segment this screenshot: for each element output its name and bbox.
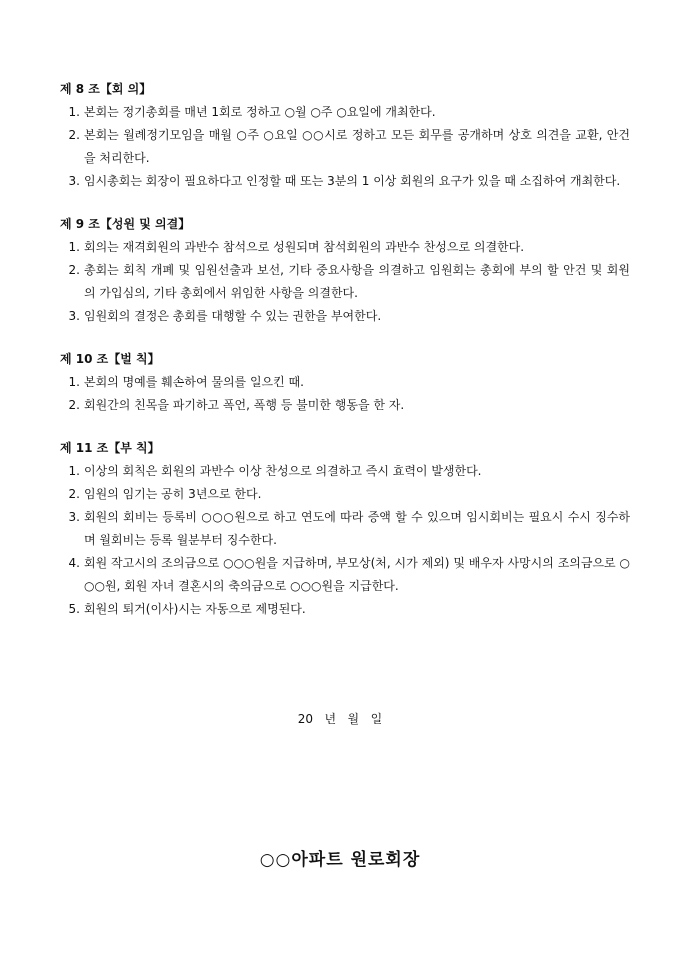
clause-number: 1. bbox=[68, 464, 80, 478]
article-title: 제 9 조【성원 및 의결】 bbox=[60, 217, 191, 231]
article-11 bbox=[60, 437, 630, 621]
clause bbox=[60, 598, 630, 621]
clause bbox=[60, 371, 630, 394]
clause-text: 회원간의 친목을 파기하고 폭언, 폭행 등 불미한 행동을 한 자. bbox=[84, 398, 405, 412]
clause bbox=[60, 101, 630, 124]
clause-text: 임시총회는 회장이 필요하다고 인정할 때 또는 3분의 1 이상 회원의 요구가 있을 때 소집하여 개최한다. bbox=[84, 174, 621, 188]
clause-text: 회원의 회비는 등록비 ○○○원으로 하고 연도에 따라 증액 할 수 있으며 임시회비는 필요시 수시 징수하며 월회비는 등록 월분부터 징수한다. bbox=[84, 510, 630, 547]
clause-text: 임원회의 결정은 총회를 대행할 수 있는 권한을 부여한다. bbox=[84, 309, 382, 323]
signature-line: ○○아파트 원로회장 bbox=[259, 850, 421, 870]
clause bbox=[60, 170, 630, 193]
clause-number: 3. bbox=[68, 174, 80, 188]
article-title: 제 11 조【부 칙】 bbox=[60, 441, 160, 455]
clause bbox=[60, 460, 630, 483]
clause-number: 2. bbox=[68, 487, 80, 501]
clause-text: 본회의 명예를 훼손하여 물의를 일으킨 때. bbox=[84, 375, 304, 389]
clause bbox=[60, 259, 630, 305]
articles-container bbox=[60, 78, 630, 641]
clause bbox=[60, 552, 630, 598]
article-9 bbox=[60, 213, 630, 328]
date-line: 20 년 월 일 bbox=[297, 712, 383, 726]
clause bbox=[60, 305, 630, 328]
clause-text: 임원의 임기는 공히 3년으로 한다. bbox=[84, 487, 262, 501]
clause-text: 본회는 정기총회를 매년 1회로 정하고 ○월 ○주 ○요일에 개최한다. bbox=[84, 105, 436, 119]
article-8 bbox=[60, 78, 630, 193]
clause-text: 회의는 재격회원의 과반수 참석으로 성원되며 참석회원의 과반수 찬성으로 의결한다. bbox=[84, 240, 525, 254]
clause bbox=[60, 236, 630, 259]
clause-text: 회원의 퇴거(이사)시는 자동으로 제명된다. bbox=[84, 602, 306, 616]
clause-number: 2. bbox=[68, 263, 80, 277]
clause-number: 4. bbox=[68, 556, 80, 570]
clause-number: 1. bbox=[68, 105, 80, 119]
clause-text: 본회는 월례정기모임을 매월 ○주 ○요일 ○○시로 정하고 모든 회무를 공개하며 상호 의견을 교환, 안건을 처리한다. bbox=[84, 128, 630, 165]
clause-text: 회원 작고시의 조의금으로 ○○○원을 지급하며, 부모상(처, 시가 제외) 및 배우자 사망시의 조의금으로 ○○○원, 회원 자녀 결혼시의 축의금으로 ○○○원을 지급한다. bbox=[84, 556, 630, 593]
clause bbox=[60, 124, 630, 170]
article-title: 제 8 조【회 의】 bbox=[60, 82, 152, 96]
clause-number: 1. bbox=[68, 375, 80, 389]
clause-number: 2. bbox=[68, 128, 80, 142]
article-title: 제 10 조【벌 칙】 bbox=[60, 352, 160, 366]
clause bbox=[60, 483, 630, 506]
clause-number: 2. bbox=[68, 398, 80, 412]
clause-text: 이상의 회칙은 회원의 과반수 이상 찬성으로 의결하고 즉시 효력이 발생한다. bbox=[84, 464, 482, 478]
clause-number: 3. bbox=[68, 510, 80, 524]
clause-number: 1. bbox=[68, 240, 80, 254]
clause-number: 5. bbox=[68, 602, 80, 616]
clause bbox=[60, 394, 630, 417]
clause-text: 총회는 회칙 개폐 및 임원선출과 보선, 기타 중요사항을 의결하고 임원회는 총회에 부의 할 안건 및 회원의 가입심의, 기타 총회에서 위임한 사항을 의결한다. bbox=[84, 263, 630, 300]
clause-number: 3. bbox=[68, 309, 80, 323]
clause bbox=[60, 506, 630, 552]
article-10 bbox=[60, 348, 630, 417]
